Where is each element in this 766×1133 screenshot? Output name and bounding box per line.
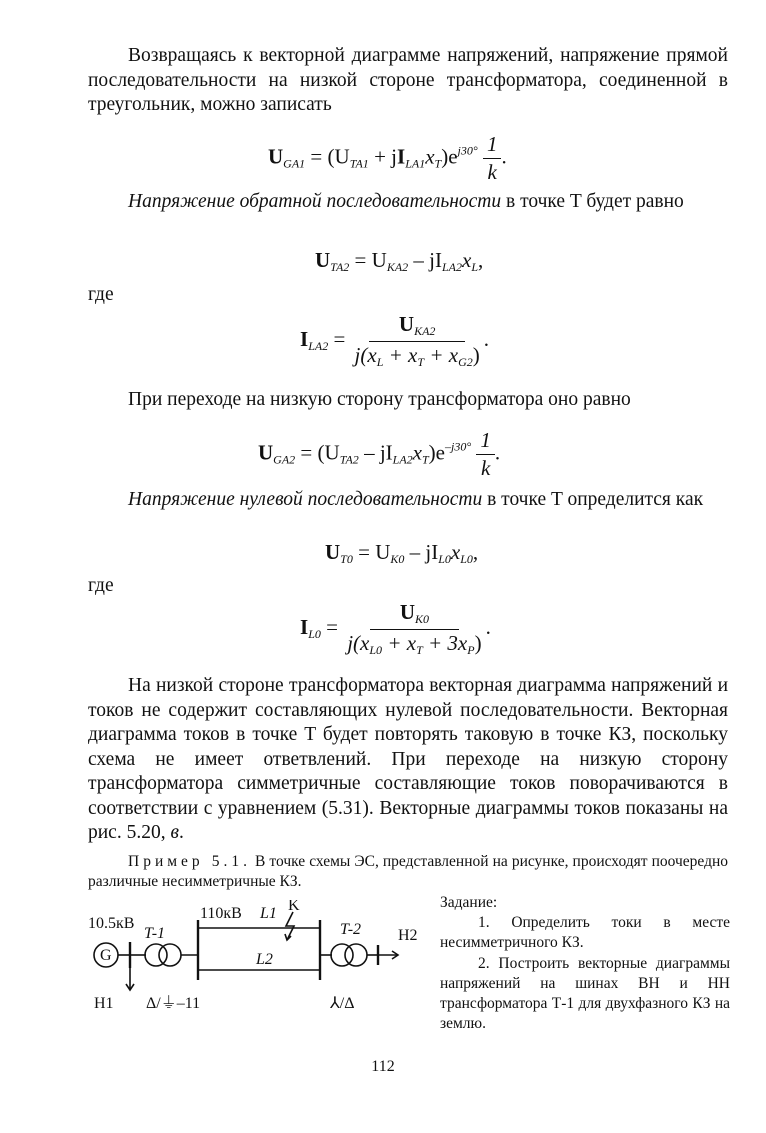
label-l2: L2 bbox=[256, 951, 273, 968]
paragraph-intro bbox=[88, 44, 728, 118]
label-110kv: 110кВ bbox=[200, 905, 242, 922]
fraction-1-over-k: $\frac{1}{k}$ bbox=[483, 132, 502, 185]
task-item-1-text: 1. Определить токи в месте несимметричного КЗ. bbox=[440, 914, 730, 951]
where-label-1: где bbox=[88, 284, 114, 305]
equation-ila2: $I_{LA2}$ = $\frac{U_{KA2}}{j(x_L + x_T + x_{G2})}$ . bbox=[300, 312, 489, 369]
label-conn-t2: ⅄/Δ bbox=[330, 995, 355, 1012]
term-negative-sequence: Напряжение обратной последовательности bbox=[128, 191, 502, 212]
circuit-diagram bbox=[88, 900, 433, 1030]
equation-il0: $I_{L0}$ = $\frac{U_{K0}}{j(x_{L0} + x_T + 3x_P)}$ . bbox=[300, 600, 491, 657]
paragraph-intro-text: Возвращаясь к векторной диаграмме напряжений, напряжение прямой последовательности на низкой стороне трансформатора, соединенной в треугольник, можно записать bbox=[88, 45, 728, 115]
paragraph-low-side bbox=[88, 388, 728, 413]
fraction-1-over-k-2: $\frac{1}{k}$ bbox=[476, 428, 495, 481]
transformer-t2-winding-1 bbox=[331, 944, 353, 966]
where-label-2: где bbox=[88, 575, 114, 596]
equation-uga2: $U_{GA2} = (U_{TA2} - jI_{LA2}x_T)e^{-j30^\circ}$ $\frac{1}{k}$ . bbox=[258, 428, 501, 480]
task-item-2 bbox=[440, 954, 730, 1034]
example-text: В точке схемы ЭС, представленной на рисунке, происходят поочередно различные несимметричные КЗ. bbox=[88, 853, 729, 890]
term-zero-sequence: Напряжение нулевой последовательности bbox=[128, 489, 483, 510]
label-k: K bbox=[288, 900, 300, 914]
task-item-2-text: 2. Построить векторные диаграммы напряжений на шинах ВН и НН трансформатора Т-1 для двухфазного КЗ на землю. bbox=[440, 955, 730, 1032]
label-10-5kv: 10.5кВ bbox=[88, 915, 135, 932]
paragraph-zero-sequence-text: в точке T определится как bbox=[487, 489, 704, 510]
equation-uta2: $U_{TA2} = U_{KA2} - jI_{LA2}x_L$, bbox=[315, 248, 484, 274]
transformer-t1-winding-2 bbox=[159, 944, 181, 966]
paragraph-low-side-text: При переходе на низкую сторону трансформатора оно равно bbox=[128, 389, 631, 410]
paragraph-negative-sequence-text: в точке T будет равно bbox=[505, 191, 684, 212]
label-h1: H1 bbox=[94, 995, 114, 1012]
paragraph-current-diagram: На низкой стороне трансформатора векторная диаграмма напряжений и токов не содержит составляющих нулевой последовательности. Векторная диаграмма токов в точке T будет повторять таковую в точке КЗ, поскольку схема не имеет ответвлений. При переходе на низкую сторону трансформатора симметричные составляющие токов поворачиваются в соответствии с уравнением (5.31). Векторные диаграммы токов показаны на рис. 5.20, в. bbox=[88, 675, 728, 843]
example-intro bbox=[88, 852, 728, 892]
transformer-t1-winding-1 bbox=[145, 944, 167, 966]
label-conn-t1: Δ/⏚–11 bbox=[146, 995, 201, 1012]
equation-ut0: $U_{T0} = U_{K0} - jI_{L0}x_{L0}$, bbox=[325, 540, 479, 566]
transformer-t2-winding-2 bbox=[345, 944, 367, 966]
label-t1: T-1 bbox=[144, 925, 166, 942]
equation-uga1: $U_{GA1} = (U_{TA1} + jI_{LA1}x_T)e^{j30^\circ}$ $\frac{1}{k}$ . bbox=[268, 132, 507, 184]
figure-ref: в bbox=[170, 822, 179, 843]
label-l1: L1 bbox=[260, 905, 277, 922]
paragraph-negative-sequence bbox=[88, 190, 728, 215]
example-label: Пример 5.1. bbox=[128, 853, 251, 870]
paragraph-current-diagram-text: На низкой стороне трансформатора векторная диаграмма напряжений и токов не содержит составляющих нулевой последовательности. Векторная диаграмма токов в точке T будет повторять таковую в точке КЗ, поскольку схема не имеет ответвлений. При переходе на низкую сторону трансформатора симметричные составляющие токов поворачиваются в соответствии с уравнением (5.31). Векторные диаграммы токов показаны на рис. 5.20, bbox=[88, 675, 728, 843]
fraction-ila2: $\frac{U_{KA2}}{j(x_L + x_T + x_{G2})}$ bbox=[354, 312, 480, 369]
fraction-il0: $\frac{U_{K0}}{j(x_{L0} + x_T + 3x_P)}$ bbox=[347, 600, 482, 657]
fault-k-symbol bbox=[286, 912, 294, 940]
task-item-1 bbox=[440, 913, 730, 953]
paragraph-zero-sequence bbox=[88, 488, 728, 513]
task-title: Задание: bbox=[440, 894, 498, 911]
page-number: 112 bbox=[371, 1058, 395, 1075]
label-g: G bbox=[100, 947, 112, 964]
label-t2: T-2 bbox=[340, 921, 362, 938]
label-h2: H2 bbox=[398, 927, 418, 944]
